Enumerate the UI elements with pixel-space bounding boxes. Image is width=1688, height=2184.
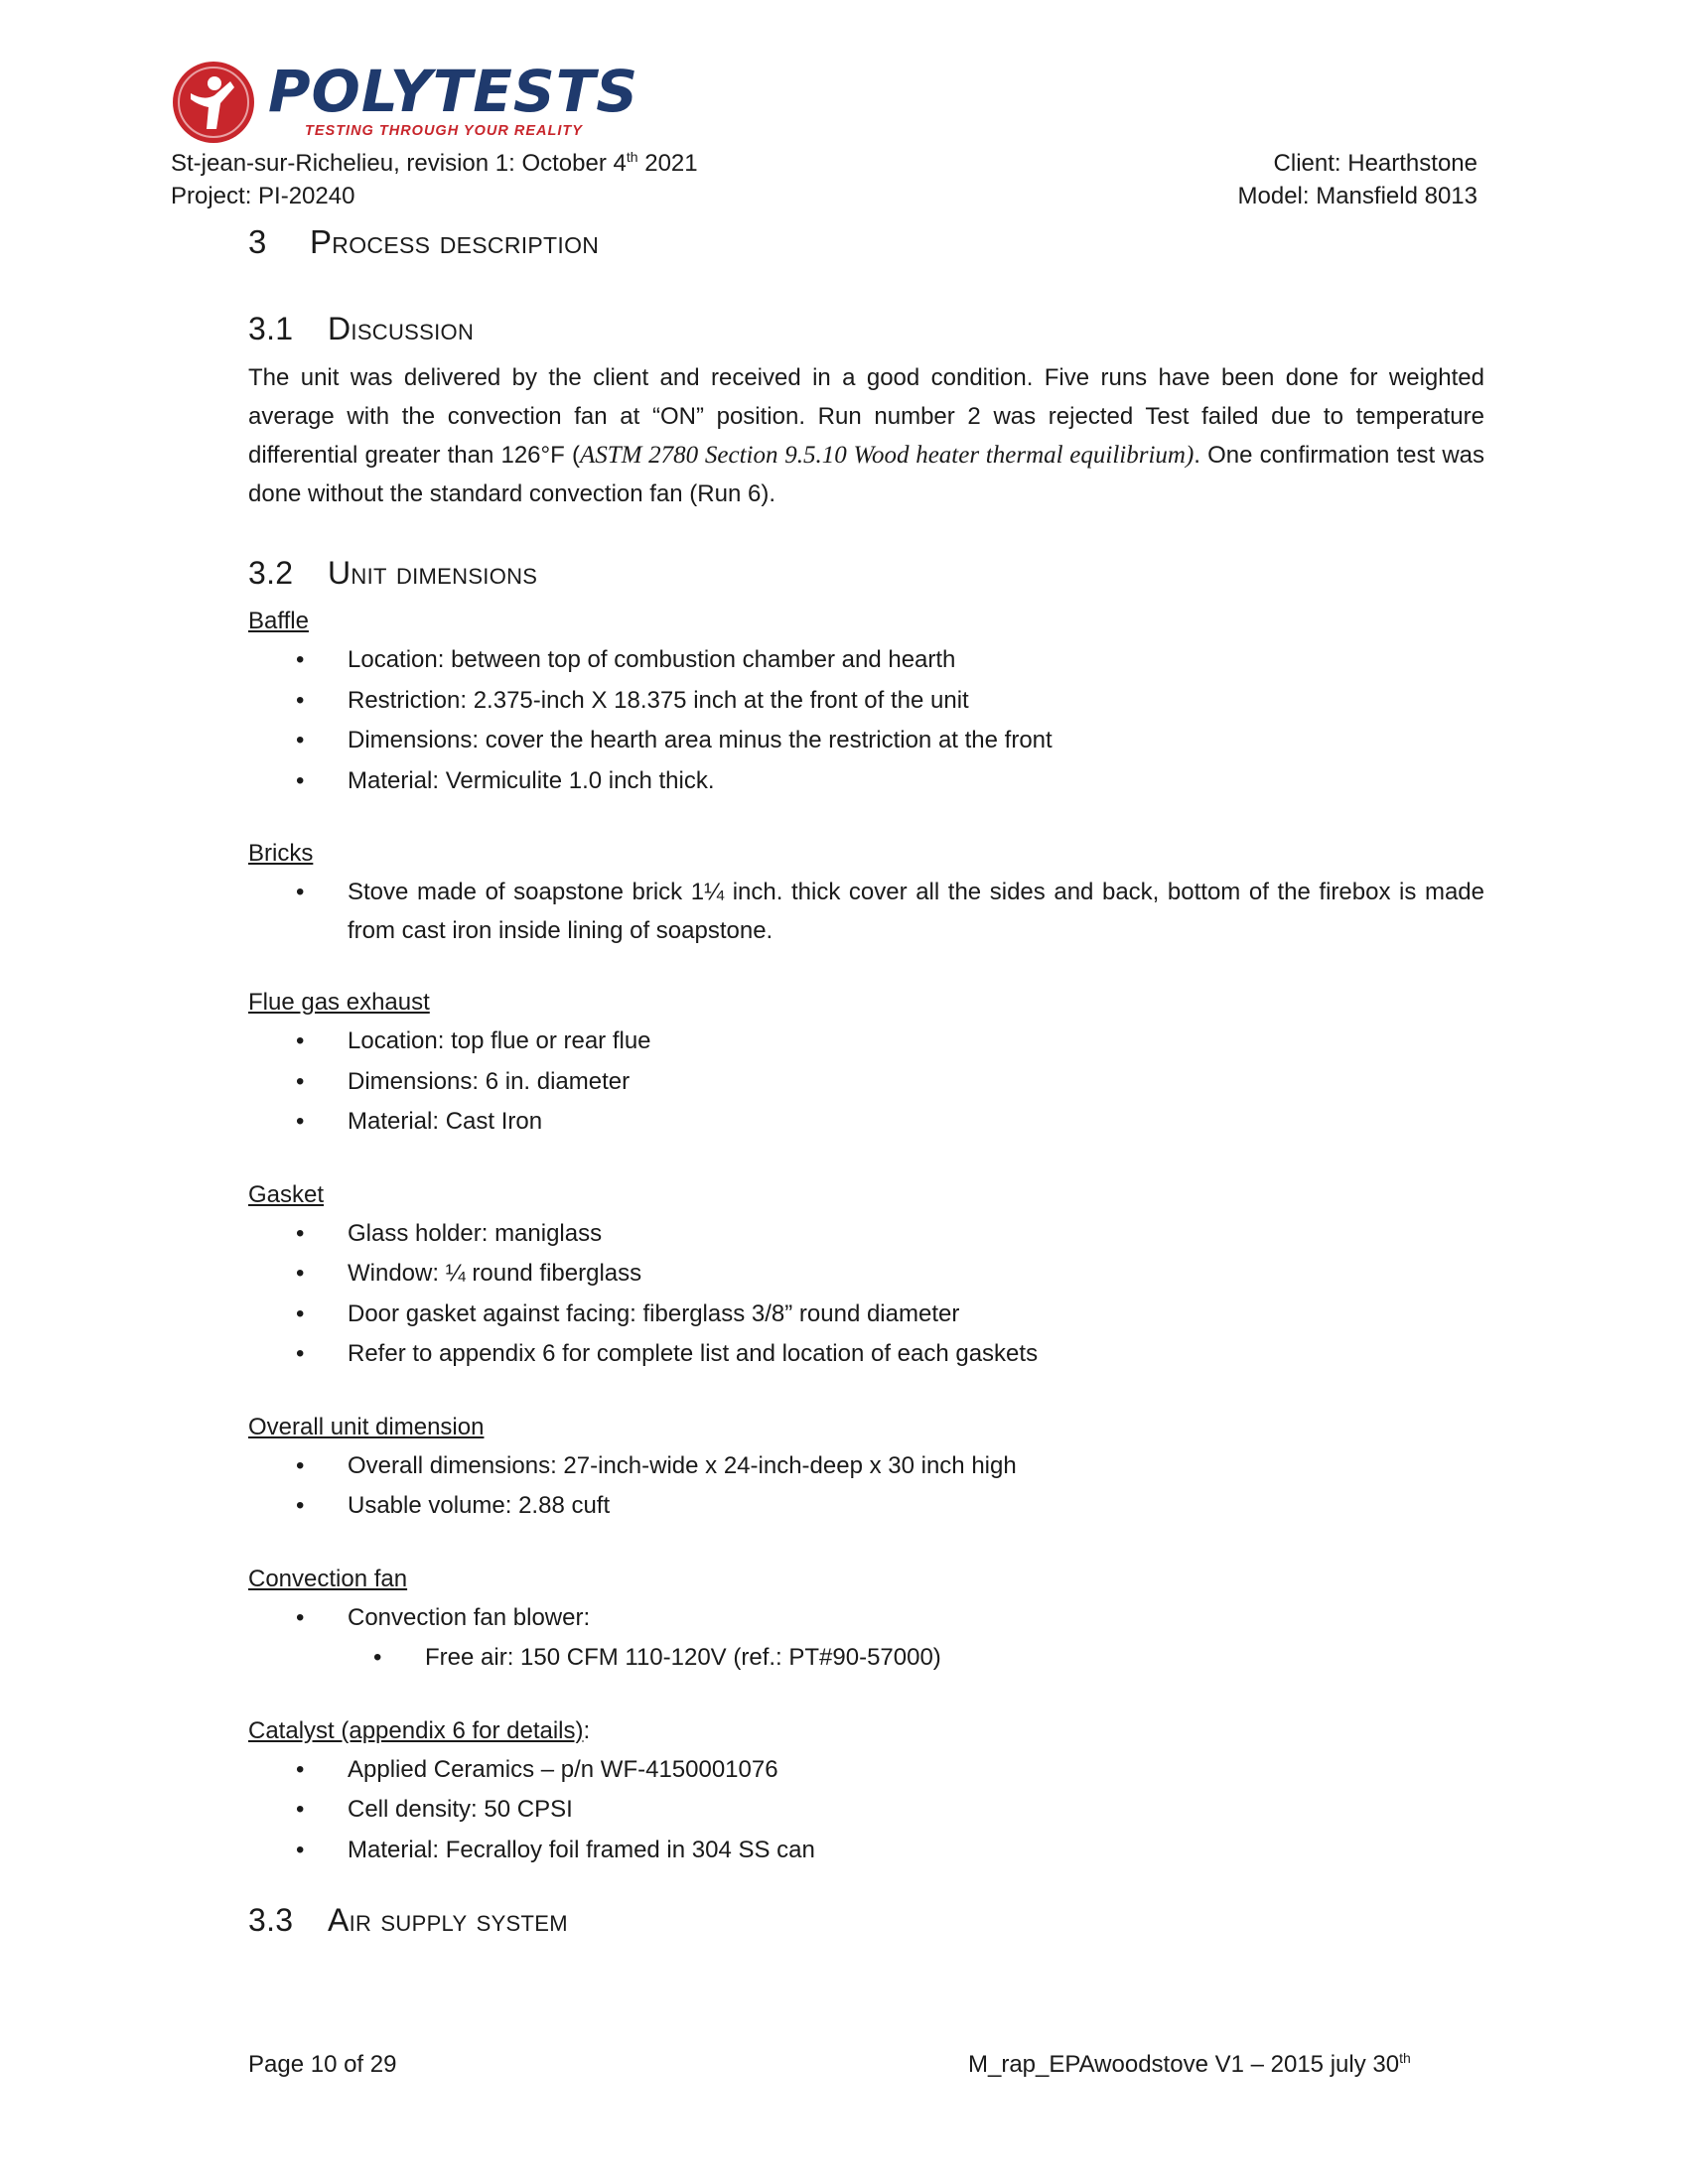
list-item: • Material: Vermiculite 1.0 inch thick. bbox=[248, 761, 1484, 802]
main-content bbox=[248, 218, 1484, 1942]
convection-fan-label: Convection fan bbox=[248, 1565, 408, 1592]
list-item: • Location: top flue or rear flue bbox=[248, 1022, 1484, 1062]
header-model: Model: Mansfield 8013 bbox=[1237, 183, 1477, 209]
bricks-label: Bricks bbox=[248, 840, 314, 867]
list-item: • Applied Ceramics – p/n WF-4150001076 bbox=[248, 1750, 1484, 1791]
section-3-2-heading: 3.2 Unit dimensions bbox=[248, 555, 538, 591]
list-item: • Material: Fecralloy foil framed in 304 SS can bbox=[248, 1831, 1484, 1871]
gasket-list bbox=[248, 1214, 1484, 1375]
list-item: • Window: ¼ round fiberglass bbox=[248, 1254, 1484, 1295]
polytests-logo-icon bbox=[171, 60, 256, 145]
overall-dimension-label: Overall unit dimension bbox=[248, 1413, 485, 1440]
list-item: • Glass holder: maniglass bbox=[248, 1214, 1484, 1255]
baffle-label: Baffle bbox=[248, 608, 309, 634]
list-item: • Overall dimensions: 27-inch-wide x 24-inch-deep x 30 inch high bbox=[248, 1446, 1484, 1487]
footer-page-number: Page 10 of 29 bbox=[248, 2051, 397, 2078]
list-item: • Dimensions: 6 in. diameter bbox=[248, 1062, 1484, 1103]
bricks-list bbox=[248, 873, 1484, 950]
logo-wordmark: POLYTESTS bbox=[268, 58, 639, 125]
baffle-list bbox=[248, 640, 1484, 801]
convection-fan-sublist bbox=[248, 1638, 1484, 1679]
list-item: • Door gasket against facing: fiberglass 3/8” round diameter bbox=[248, 1295, 1484, 1335]
header-client: Client: Hearthstone bbox=[1273, 150, 1477, 177]
convection-fan-list bbox=[248, 1598, 1484, 1639]
list-item: • Material: Cast Iron bbox=[248, 1102, 1484, 1143]
overall-dimension-list bbox=[248, 1446, 1484, 1527]
discussion-paragraph: The unit was delivered by the client and received in a good condition. Five runs have been done for weighted average with the convection fan at “ON” position. Run number 2 was rejected Test failed due to temperature differential greater than 126°F (ASTM 2780 Section 9.5.10 Wood heater thermal equilibrium). One confirmation test was done without the standard convection fan (Run 6). bbox=[248, 364, 1485, 507]
list-item: • Cell density: 50 CPSI bbox=[248, 1790, 1484, 1831]
list-item: • Dimensions: cover the hearth area minus the restriction at the front bbox=[248, 721, 1484, 761]
list-item: • Free air: 150 CFM 110-120V (ref.: PT#90-57000) bbox=[248, 1638, 1484, 1679]
section-3-3-heading: 3.3 Air supply system bbox=[248, 1902, 568, 1938]
header-left bbox=[171, 147, 698, 212]
list-item: • Refer to appendix 6 for complete list and location of each gaskets bbox=[248, 1334, 1484, 1375]
list-item: • Restriction: 2.375-inch X 18.375 inch at the front of the unit bbox=[248, 681, 1484, 722]
section-3-heading: 3 Process description bbox=[248, 223, 600, 260]
list-item: • Location: between top of combustion chamber and hearth bbox=[248, 640, 1484, 681]
header-right bbox=[1238, 147, 1477, 212]
gasket-label: Gasket bbox=[248, 1180, 325, 1208]
list-item: • Usable volume: 2.88 cuft bbox=[248, 1486, 1484, 1527]
flue-list bbox=[248, 1022, 1484, 1143]
section-3-1-heading: 3.1 Discussion bbox=[248, 311, 475, 346]
logo-tagline: TESTING THROUGH YOUR REALITY bbox=[305, 123, 583, 139]
footer-document-id: M_rap_EPAwoodstove V1 – 2015 july 30th bbox=[968, 2050, 1411, 2078]
catalyst-label-row: Catalyst (appendix 6 for details): bbox=[248, 1716, 591, 1744]
list-item: • Convection fan blower: bbox=[248, 1598, 1484, 1639]
header-project: Project: PI-20240 bbox=[171, 183, 355, 209]
flue-label: Flue gas exhaust bbox=[248, 989, 430, 1016]
list-item: • Stove made of soapstone brick 1¼ inch. thick cover all the sides and back, bottom of the firebox is made from cast iron inside lining of soapstone. bbox=[248, 873, 1484, 950]
polytests-logo bbox=[171, 58, 639, 149]
catalyst-label: Catalyst (appendix 6 for details) bbox=[248, 1716, 584, 1744]
header-revision: St-jean-sur-Richelieu, revision 1: October 4th 2021 bbox=[171, 149, 698, 177]
catalyst-list bbox=[248, 1750, 1484, 1871]
